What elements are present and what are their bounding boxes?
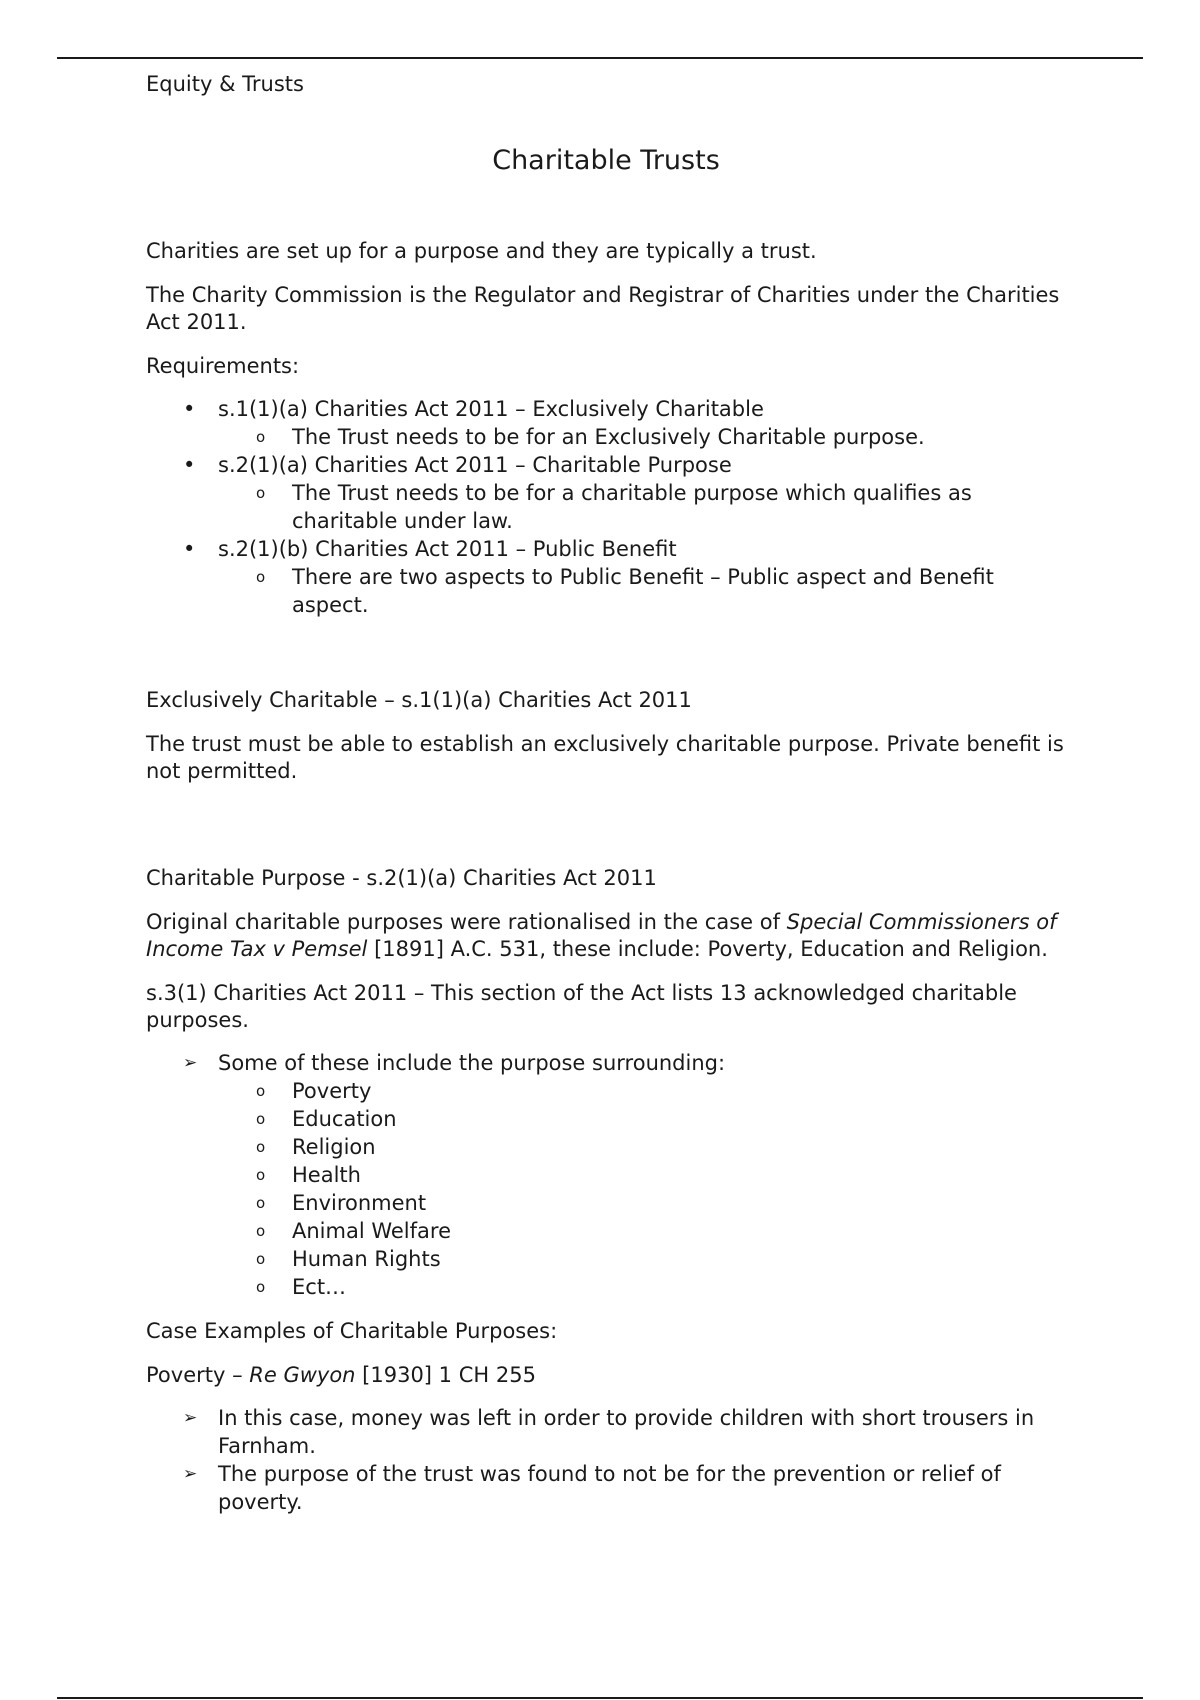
circle-bullet-icon: o <box>256 1250 266 1268</box>
list-item <box>146 423 1066 451</box>
requirements-list <box>146 395 1066 619</box>
bullet-icon: • <box>183 397 196 421</box>
list-item <box>146 451 1066 535</box>
circle-bullet-icon: o <box>256 1138 266 1156</box>
bullet-icon: • <box>183 537 196 561</box>
case-examples-label: Case Examples of Charitable Purposes: <box>146 1319 558 1343</box>
list-item <box>146 1049 1066 1301</box>
list-item <box>146 395 1066 451</box>
list-item: o Poverty <box>256 1079 372 1103</box>
purposes-intro: Some of these include the purpose surrounding: <box>218 1051 726 1075</box>
circle-bullet-icon: o <box>256 1278 266 1296</box>
list-item <box>146 479 1066 535</box>
section-heading-exclusively-charitable: Exclusively Charitable – s.1(1)(a) Charities Act 2011 <box>146 688 692 712</box>
bullet-icon: • <box>183 453 196 477</box>
poverty-case-heading: Poverty – Re Gwyon [1930] 1 CH 255 <box>146 1363 536 1387</box>
list-item <box>146 535 1066 619</box>
circle-bullet-icon: o <box>256 1110 266 1128</box>
arrow-bullet-icon: ➢ <box>183 1408 198 1428</box>
purposes-list <box>146 1049 1066 1301</box>
running-header: Equity & Trusts <box>146 72 304 96</box>
list-item: ➢ The purpose of the trust was found to not be for the prevention or relief of poverty. <box>183 1462 1001 1514</box>
intro-paragraph-2: The Charity Commission is the Regulator and Registrar of Charities under the Charities Act 2011. <box>146 283 1060 334</box>
document-title: Charitable Trusts <box>492 145 720 176</box>
list-item: o Human Rights <box>256 1247 441 1271</box>
list-item: ➢ In this case, money was left in order to provide children with short trousers in Farnham. <box>183 1406 1035 1458</box>
list-item: o Education <box>256 1107 397 1131</box>
document-page <box>146 70 1066 1516</box>
case-name-pemsel: Special Commissioners of Income Tax v Pemsel <box>146 910 1057 961</box>
list-item: o Health <box>256 1163 361 1187</box>
section-3-paragraph: s.3(1) Charities Act 2011 – This section of the Act lists 13 acknowledged charitable purposes. <box>146 981 1017 1032</box>
pemsel-paragraph: Original charitable purposes were rationalised in the case of Special Commissioners of Income Tax v Pemsel [1891] A.C. 531, these include: Poverty, Education and Religion. <box>146 910 1057 961</box>
requirement-label: s.2(1)(b) Charities Act 2011 – Public Benefit <box>218 537 677 561</box>
list-item: o Ect… <box>256 1275 347 1299</box>
list-item: o Environment <box>256 1191 427 1215</box>
circle-bullet-icon: o <box>256 1166 266 1184</box>
circle-bullet-icon: o <box>256 568 266 586</box>
requirement-label: s.2(1)(a) Charities Act 2011 – Charitable Purpose <box>218 453 732 477</box>
poverty-points-list <box>146 1404 1066 1516</box>
requirement-detail: There are two aspects to Public Benefit – Public aspect and Benefit aspect. <box>292 565 994 617</box>
requirement-detail: The Trust needs to be for an Exclusively Charitable purpose. <box>292 425 925 449</box>
header-rule <box>57 57 1143 59</box>
circle-bullet-icon: o <box>256 1194 266 1212</box>
circle-bullet-icon: o <box>256 1082 266 1100</box>
case-name-re-gwyon: Re Gwyon <box>249 1363 356 1387</box>
circle-bullet-icon: o <box>256 428 266 446</box>
section-body-exclusively-charitable: The trust must be able to establish an exclusively charitable purpose. Private benefit is not permitted. <box>146 732 1064 783</box>
intro-paragraph-1: Charities are set up for a purpose and they are typically a trust. <box>146 239 817 263</box>
circle-bullet-icon: o <box>256 484 266 502</box>
list-item <box>146 563 1066 619</box>
requirements-label: Requirements: <box>146 354 300 378</box>
footer-rule <box>57 1697 1143 1699</box>
list-item: o Animal Welfare <box>256 1219 451 1243</box>
list-item: o Religion <box>256 1135 376 1159</box>
requirement-label: s.1(1)(a) Charities Act 2011 – Exclusively Charitable <box>218 397 764 421</box>
requirement-detail: The Trust needs to be for a charitable purpose which qualifies as charitable under law. <box>292 481 972 533</box>
arrow-bullet-icon: ➢ <box>183 1053 198 1073</box>
arrow-bullet-icon: ➢ <box>183 1464 198 1484</box>
circle-bullet-icon: o <box>256 1222 266 1240</box>
section-heading-charitable-purpose: Charitable Purpose - s.2(1)(a) Charities Act 2011 <box>146 866 657 890</box>
